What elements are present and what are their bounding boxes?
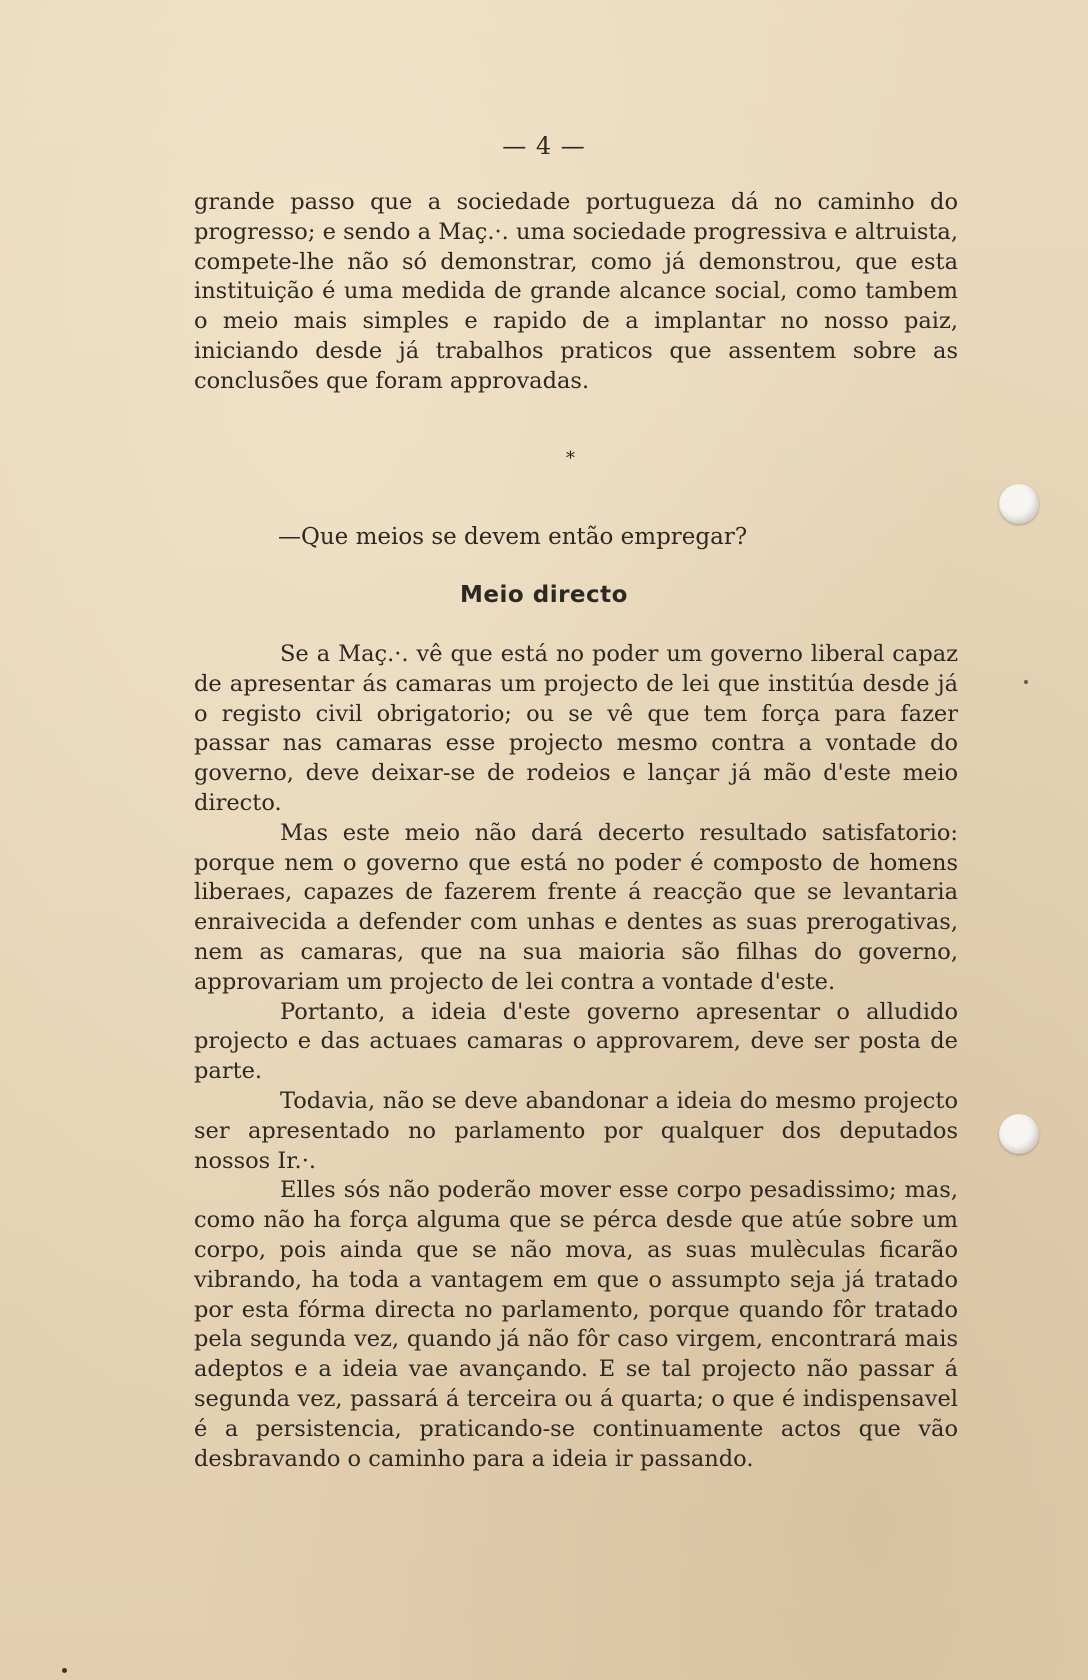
body-paragraph-2: Mas este meio não dará decerto resultado satisfatorio: porque nem o governo que está no poder é composto de homens liberaes, capazes de fazerem frente á reacção que se levantaria enraivecida a defender com unhas e dentes as suas prerogativas, nem as camaras, que na sua maioria são filhas do governo, approvariam um projecto de lei contra a vontade d'este. — [194, 819, 958, 995]
section-question: —Que meios se devem então empregar? — [278, 524, 748, 550]
paper-speck — [62, 1668, 67, 1673]
intro-section — [194, 188, 958, 397]
paragraph-continuation: grande passo que a sociedade portugueza dá no caminho do progresso; e sendo a Maç.·. uma sociedade progressiva e altruista, compete-lhe não só demonstrar, como já demonstrou, que esta instituição é uma medida de grande alcance social, como tambem o meio mais simples e rapido de a implantar no nosso paiz, iniciando desde já trabalhos praticos que assentem sobre as conclusões que foram approvadas. — [194, 189, 958, 394]
body-paragraph-3: Portanto, a ideia d'este governo apresentar o alludido projecto e das actuaes camaras o approvarem, deve ser posta de parte. — [194, 998, 958, 1085]
binding-hole-top — [999, 484, 1039, 524]
paper-speck — [1024, 680, 1028, 684]
page-number: — 4 — — [502, 132, 586, 160]
body-section — [194, 640, 958, 1474]
binding-hole-bottom — [999, 1114, 1039, 1154]
body-paragraph-5: Elles sós não poderão mover esse corpo pesadissimo; mas, como não ha força alguma que se pérca desde que atúe sobre um corpo, pois ainda que se não mova, as suas mulèculas ficarão vibrando, ha toda a vantagem em que o assumpto seja já tratado por esta fórma directa no parlamento, porque quando fôr tratado pela segunda vez, quando já não fôr caso virgem, encontrará mais adeptos e a ideia vae avançando. E se tal projecto não passar á segunda vez, passará á terceira ou á quarta; o que é indispensavel é a persistencia, praticando-se continuamente actos que vão desbravando o caminho para a ideia ir passando. — [194, 1177, 958, 1472]
body-paragraph-1: Se a Maç.·. vê que está no poder um governo liberal capaz de apresentar ás camaras um projecto de lei que institúa desde já o registo civil obrigatorio; ou se vê que tem força para fazer passar nas camaras esse projecto mesmo contra a vontade do governo, deve deixar-se de rodeios e lançar já mão d'este meio directo. — [194, 641, 958, 816]
section-separator: * — [566, 448, 575, 469]
section-heading: Meio directo — [460, 582, 628, 608]
body-paragraph-4: Todavia, não se deve abandonar a ideia do mesmo projecto ser apresentado no parlamento por qualquer dos deputados nossos Ir.·. — [194, 1087, 958, 1174]
